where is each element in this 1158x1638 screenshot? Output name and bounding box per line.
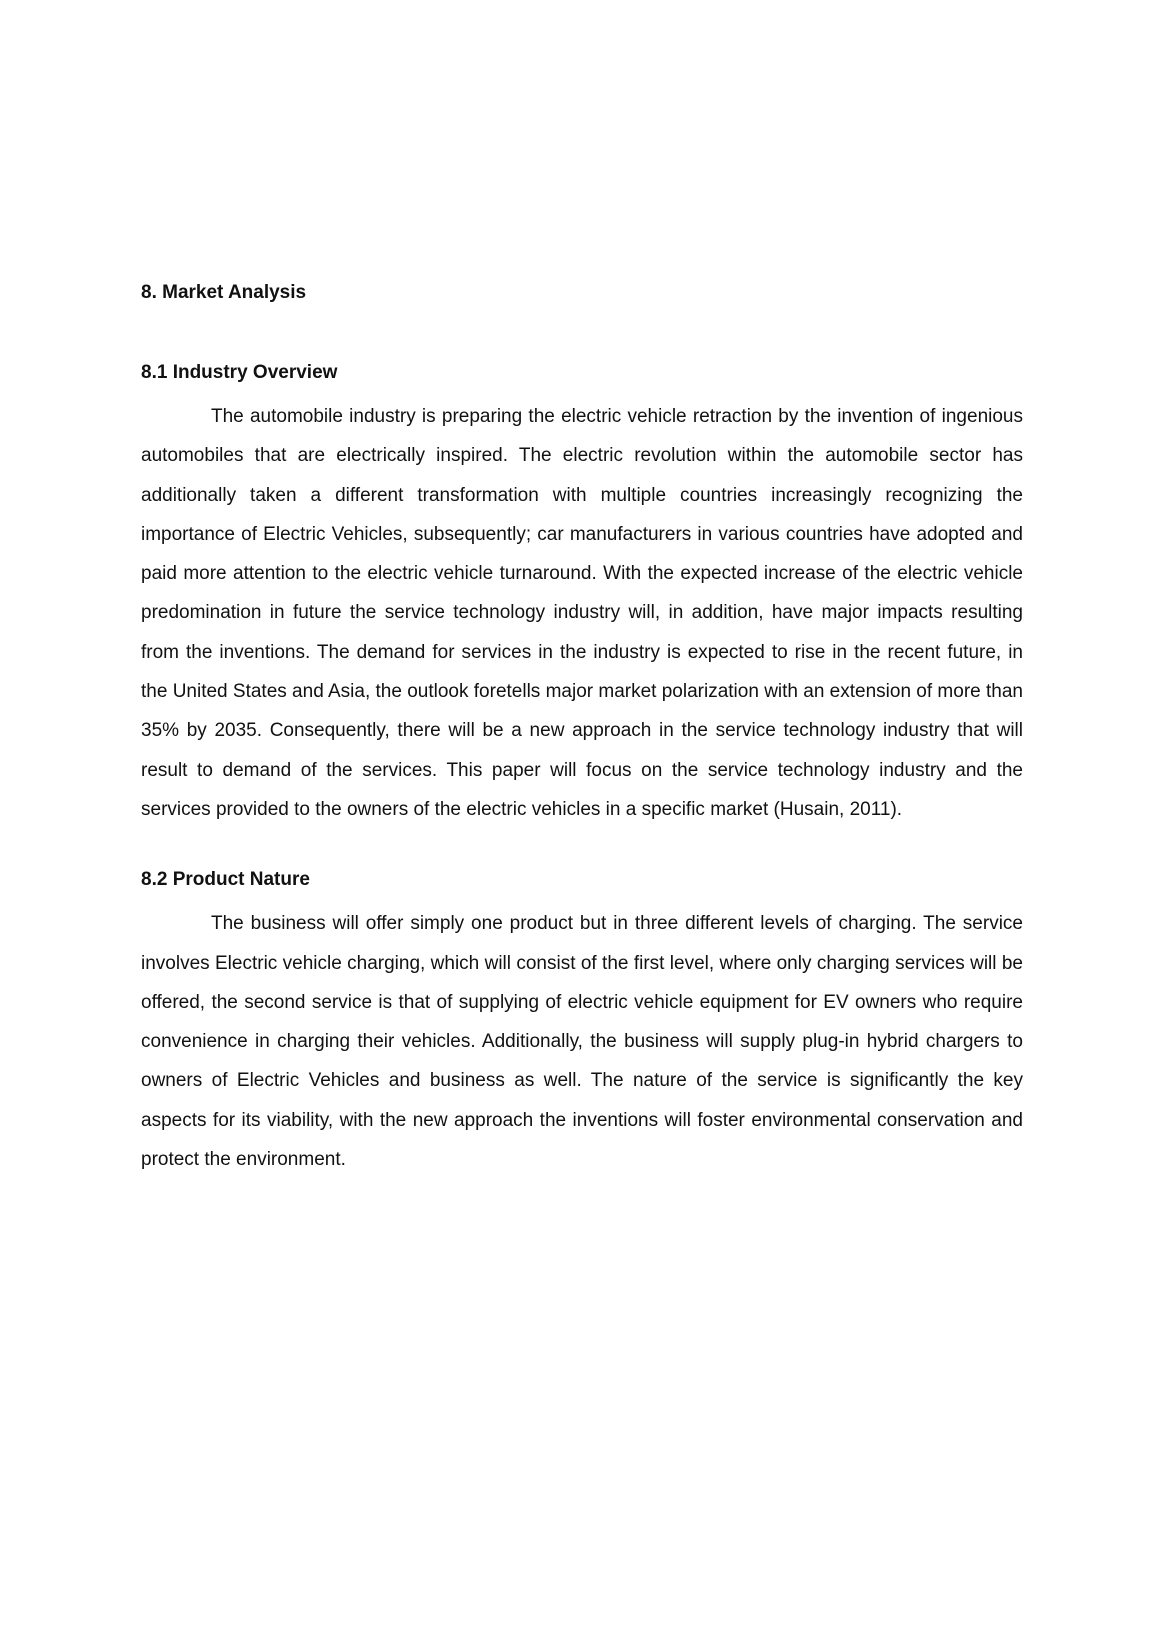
subsection-heading-product-nature: 8.2 Product Nature bbox=[141, 869, 310, 891]
product-nature-paragraph: The business will offer simply one product but in three different levels of charging. The service involves Electric vehicle charging, which will consist of the first level, where only charging services will be offered, the second service is that of supplying of electric vehicle equipment for EV owners who require convenience in charging their vehicles. Additionally, the business will supply plug-in hybrid chargers to owners of Electric Vehicles and business as well. The nature of the service is significantly the key aspects for its viability, with the new approach the inventions will foster environmental conservation and protect the environment. bbox=[141, 913, 1023, 1171]
spacer bbox=[141, 305, 1023, 361]
section-heading-market-analysis: 8. Market Analysis bbox=[141, 282, 307, 303]
industry-overview-paragraph: The automobile industry is preparing the electric vehicle retraction by the invention of ingenious automobiles that are electrically inspired. The electric revolution within the automobile sector has additionally taken a different transformation with multiple countries increasingly recognizing the importance of Electric Vehicles, subsequently; car manufacturers in various countries have adopted and paid more attention to the electric vehicle turnaround. With the expected increase of the electric vehicle predomination in future the service technology industry will, in addition, have major impacts resulting from the inventions. The demand for services in the industry is expected to rise in the recent future, in the United States and Asia, the outlook foretells major market polarization with an extension of more than 35% by 2035. Consequently, there will be a new approach in the service technology industry that will result to demand of the services. This paper will focus on the service technology industry and the services provided to the owners of the electric vehicles in a specific market (Husain, 2011). bbox=[141, 406, 1023, 820]
subsection-heading-industry-overview: 8.1 Industry Overview bbox=[141, 362, 338, 383]
spacer bbox=[141, 829, 1023, 868]
document-body bbox=[141, 281, 1023, 1179]
